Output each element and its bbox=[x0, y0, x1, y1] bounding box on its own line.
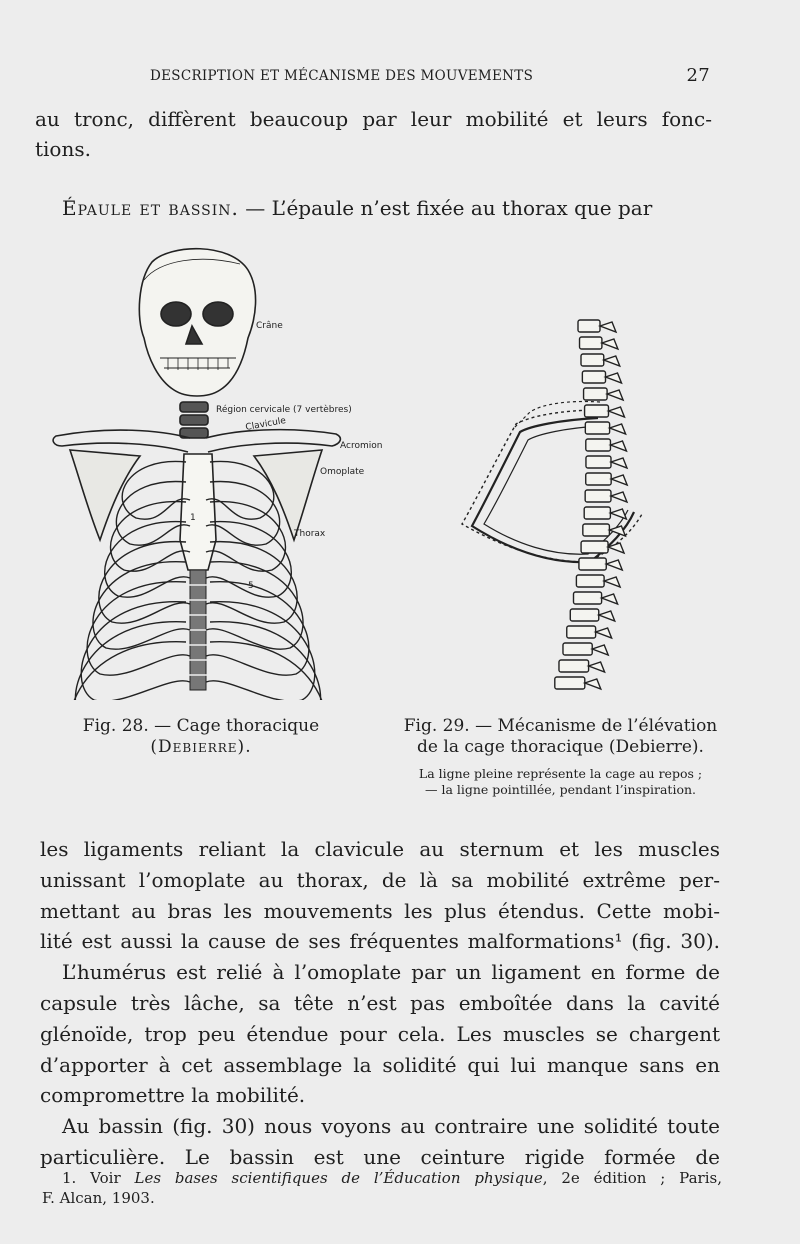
paragraph-top-line-1: au tronc, diffèrent beaucoup par leur mobilité et leurs fonc- bbox=[35, 107, 712, 131]
footnote-line-2: F. Alcan, 1903. bbox=[42, 1189, 155, 1207]
spinous-process bbox=[600, 322, 616, 332]
vertebra bbox=[579, 558, 606, 570]
section-heading: Épaule et bassin. bbox=[62, 196, 239, 220]
figure-28-caption bbox=[70, 716, 332, 758]
vertebra bbox=[584, 507, 610, 519]
body-line: particulière. Le bassin est une ceinture rigide formée de bbox=[40, 1145, 720, 1169]
rib-left bbox=[105, 522, 190, 598]
spinous-process bbox=[585, 679, 601, 689]
section-text: — L’épaule n’est fixée au thorax que par bbox=[238, 196, 653, 220]
figure-29-note bbox=[388, 766, 733, 798]
label-acromion: Acromion bbox=[340, 441, 383, 451]
vertebra bbox=[582, 371, 605, 383]
figure-28-caption-line-2: (Debierre). bbox=[150, 737, 252, 757]
rib-right bbox=[206, 622, 321, 700]
vertebra bbox=[584, 388, 608, 400]
spinous-process bbox=[604, 577, 620, 587]
vertebra bbox=[555, 677, 585, 689]
spinous-process bbox=[609, 526, 625, 536]
body-line: glénoïde, trop peu étendue pour cela. Les muscles se chargent bbox=[40, 1021, 720, 1046]
vertebra bbox=[570, 609, 598, 621]
section-paragraph bbox=[62, 193, 712, 223]
footnote-line-1 bbox=[62, 1168, 722, 1188]
vertebra bbox=[580, 337, 602, 349]
figure-29-illustration bbox=[450, 300, 700, 700]
rib-left bbox=[111, 502, 190, 572]
vertebra bbox=[581, 354, 604, 366]
spinous-process bbox=[608, 407, 624, 417]
figure-29-caption-line-1: Fig. 29. — Mécanisme de l’élévation bbox=[403, 716, 718, 736]
rib-right bbox=[206, 502, 285, 572]
vertebra bbox=[567, 626, 596, 638]
vertebra bbox=[585, 490, 611, 502]
body-line: lité est aussi la cause de ses fréquentes malformations¹ (fig. 30). bbox=[40, 929, 720, 954]
spinous-process bbox=[611, 458, 627, 468]
body-line: unissant l’omoplate au thorax, de là sa mobilité extrême per- bbox=[40, 867, 720, 892]
body-line: compromettre la mobilité. bbox=[40, 1083, 306, 1108]
spinous-process bbox=[607, 390, 623, 400]
vertebra bbox=[581, 541, 608, 553]
vertebra bbox=[559, 660, 589, 672]
body-line: Au bassin (fig. 30) nous voyons au contraire une solidité toute bbox=[62, 1114, 720, 1139]
footnote-title: Les bases scientifiques de l’Éducation physique bbox=[134, 1169, 543, 1187]
spinous-process bbox=[596, 628, 612, 638]
rib-right bbox=[206, 482, 280, 546]
figure-29-note-line-1: La ligne pleine représente la cage au repos ; bbox=[418, 766, 703, 781]
footnote-suffix: , 2e édition ; Paris, bbox=[542, 1169, 722, 1187]
spinous-process bbox=[610, 509, 626, 519]
spinous-process bbox=[602, 594, 618, 604]
label-crane: Crâne bbox=[256, 321, 283, 331]
label-rib-5: 5 bbox=[248, 581, 254, 591]
spinous-process bbox=[606, 373, 622, 383]
spinous-process bbox=[610, 441, 626, 451]
paragraph-top-line-2: tions. bbox=[35, 137, 91, 161]
spinous-process bbox=[610, 424, 626, 434]
vertebra bbox=[578, 320, 600, 332]
figure-28-illustration bbox=[40, 240, 400, 700]
spinous-process bbox=[589, 662, 605, 672]
running-head-title: DESCRIPTION ET MÉCANISME DES MOUVEMENTS bbox=[150, 68, 534, 84]
footnote bbox=[42, 1168, 722, 1208]
label-omoplate: Omoplate bbox=[320, 467, 365, 477]
vertebra bbox=[574, 592, 602, 604]
spinous-process bbox=[592, 645, 608, 655]
label-thorax: Thorax bbox=[294, 529, 326, 539]
figure-29-caption bbox=[388, 716, 733, 758]
vertebra bbox=[585, 405, 609, 417]
vertebra bbox=[586, 473, 611, 485]
vertebra bbox=[586, 456, 611, 468]
vertebra bbox=[563, 643, 592, 655]
figure-29-note-line-2: — la ligne pointillée, pendant l’inspiration. bbox=[424, 782, 697, 797]
body-line: capsule très lâche, sa tête n’est pas emboîtée dans la cavité bbox=[40, 991, 720, 1015]
rib-left bbox=[116, 482, 190, 546]
body-line: mettant au bras les mouvements les plus étendus. Cette mobi- bbox=[40, 898, 720, 923]
label-rib-1: 1 bbox=[190, 513, 196, 523]
spinous-process bbox=[606, 560, 622, 570]
body-line: les ligaments reliant la clavicule au sternum et les muscles bbox=[40, 837, 720, 861]
rib-left bbox=[75, 622, 190, 700]
vertebra bbox=[583, 524, 610, 536]
label-clavicule: Clavicule bbox=[244, 416, 287, 433]
spinous-process bbox=[611, 492, 627, 502]
rib-left bbox=[122, 461, 190, 519]
spinous-process bbox=[599, 611, 615, 621]
vertebra bbox=[576, 575, 604, 587]
spinous-process bbox=[604, 356, 620, 366]
figure-29-caption-line-2: de la cage thoracique (Debierre). bbox=[417, 737, 704, 757]
vertebra bbox=[586, 439, 611, 451]
label-region-cervicale: Région cervicale (7 vertèbres) bbox=[216, 405, 352, 415]
figure-28-caption-line-1: Fig. 28. — Cage thoracique bbox=[82, 716, 320, 736]
footnote-prefix: 1. Voir bbox=[62, 1169, 135, 1187]
page-number: 27 bbox=[686, 65, 710, 86]
body-line: d’apporter à cet assemblage la solidité qui lui manque sans en bbox=[40, 1052, 720, 1077]
vertebra bbox=[585, 422, 609, 434]
spinous-process bbox=[602, 339, 618, 349]
body-line: L’humérus est relié à l’omoplate par un ligament en forme de bbox=[62, 960, 720, 985]
spinous-process bbox=[611, 475, 627, 485]
